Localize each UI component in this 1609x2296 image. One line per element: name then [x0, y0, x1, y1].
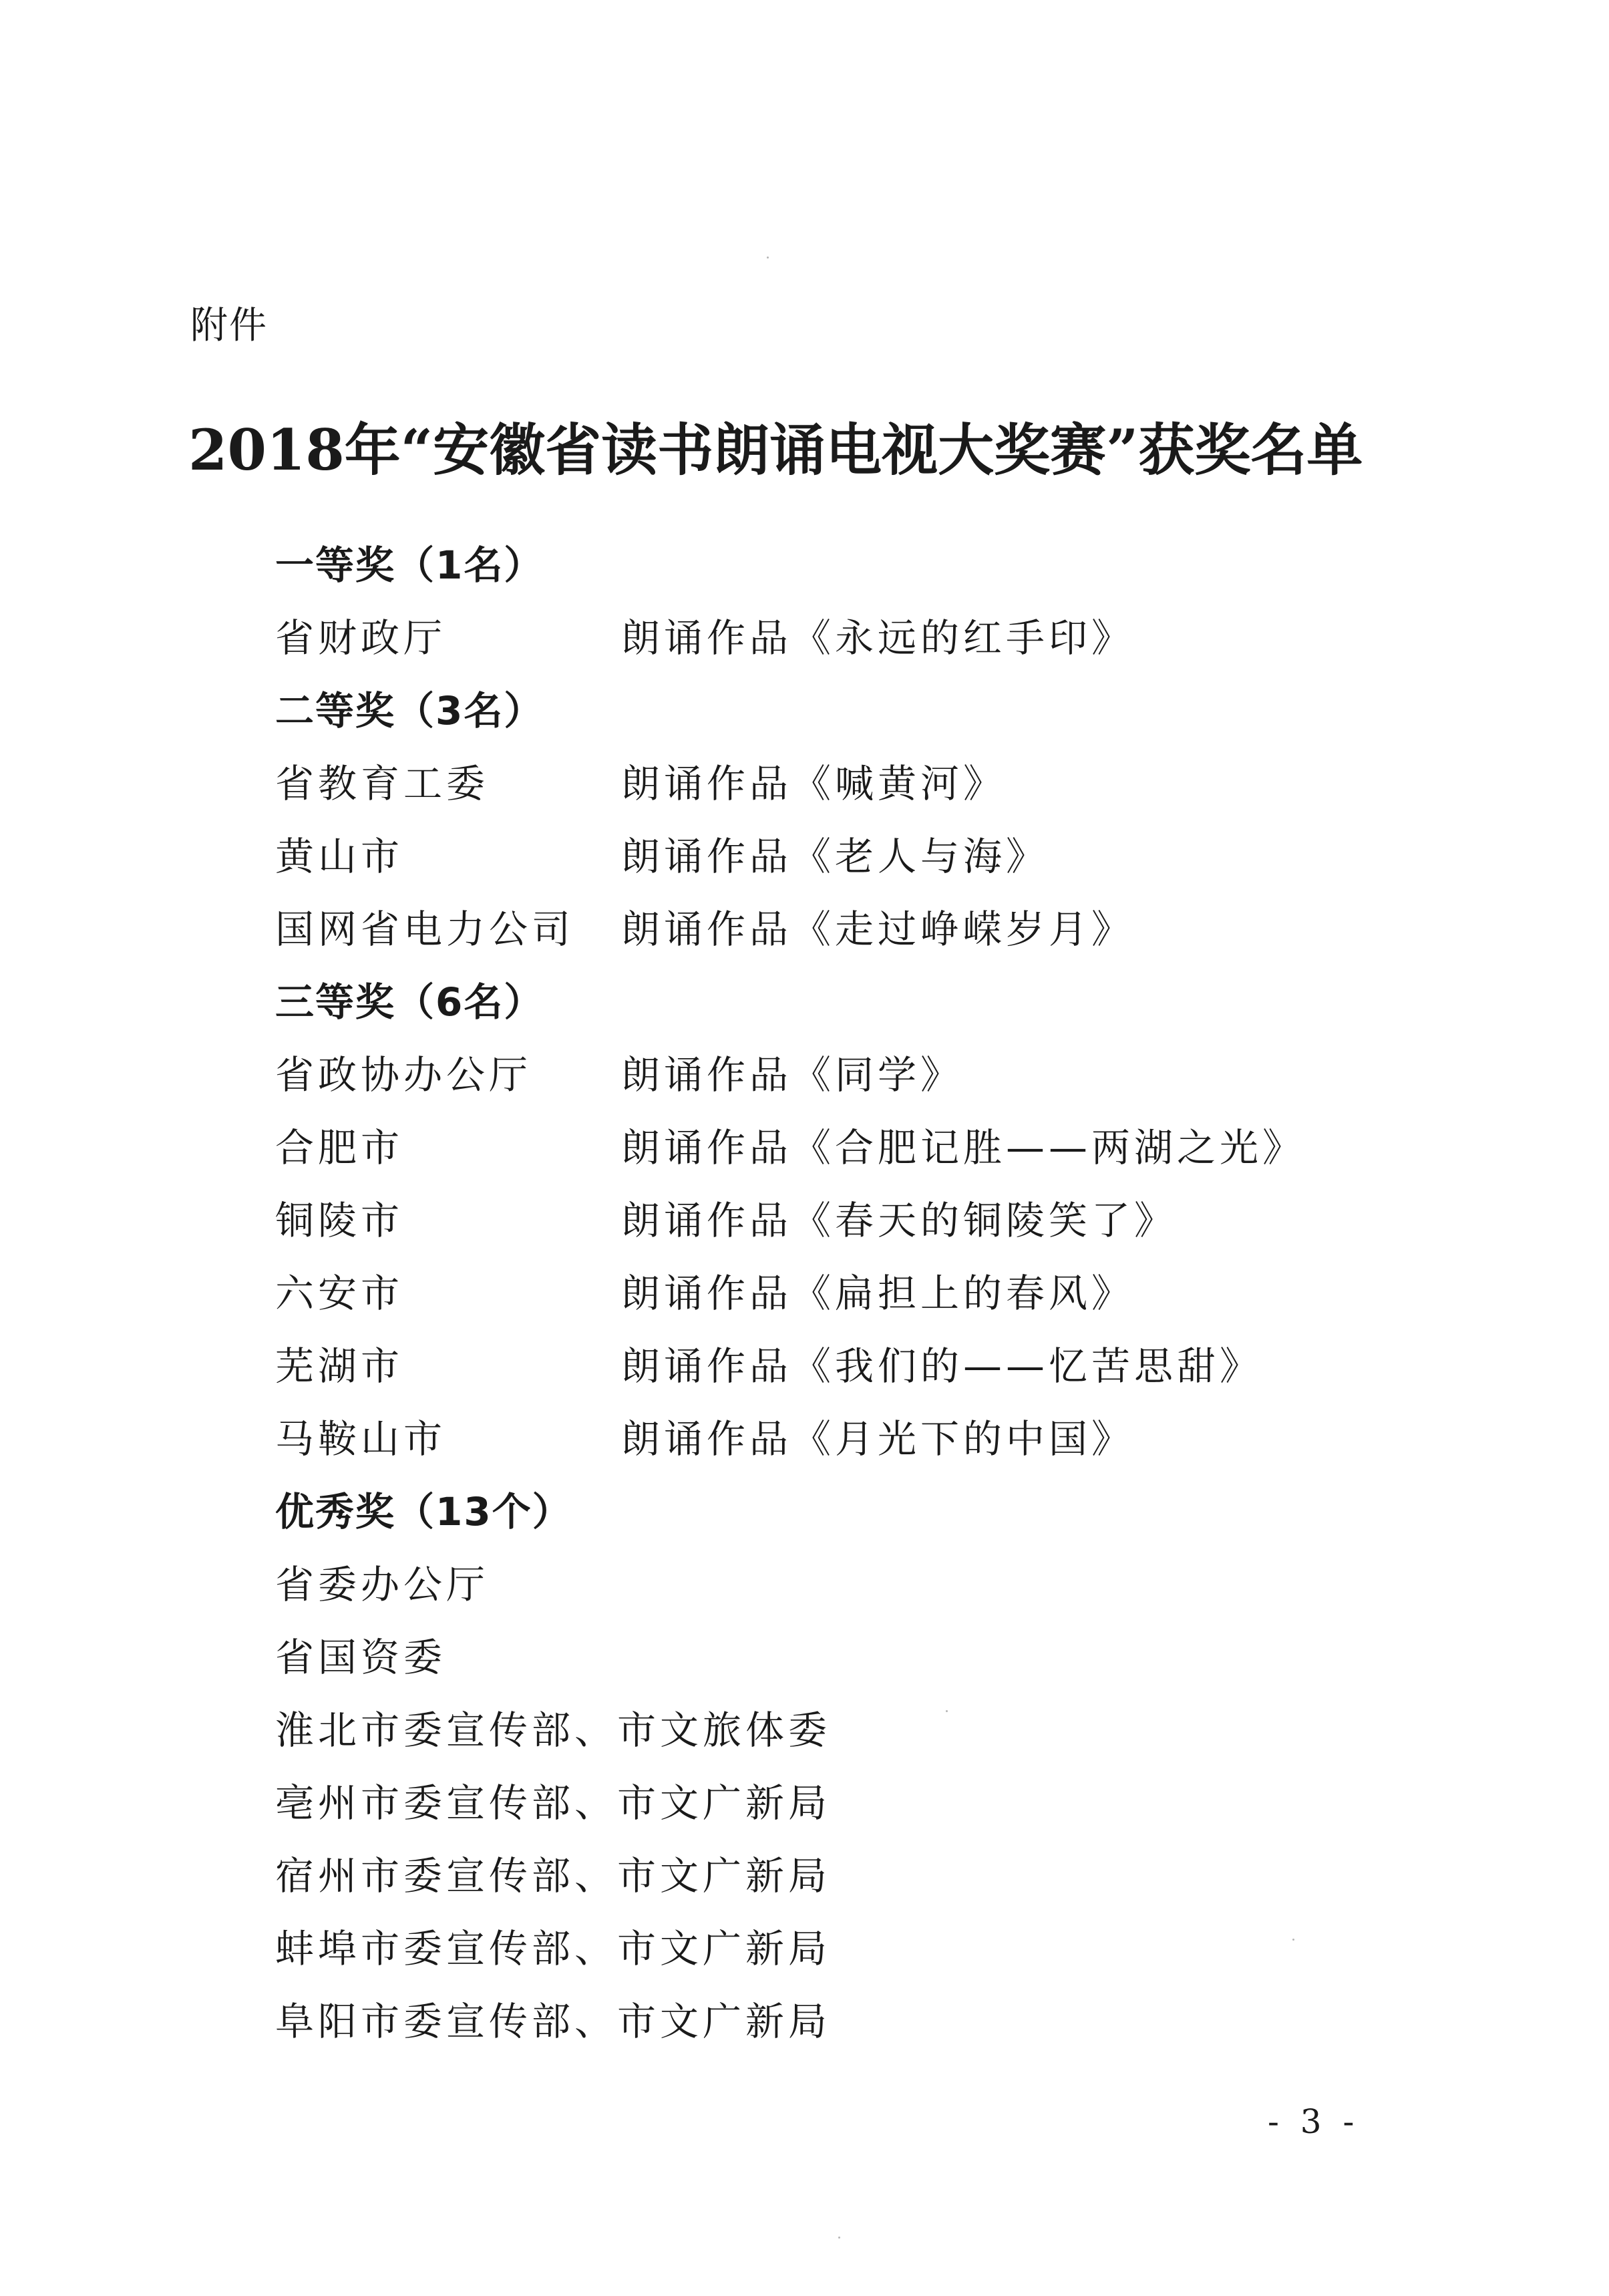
attachment-label: 附件: [190, 304, 268, 347]
award-entry: [275, 1257, 1451, 1330]
entry-unit: 六安市: [275, 1271, 404, 1316]
award-entry: [275, 893, 1451, 966]
entry-work: 朗诵作品《走过峥嵘岁月》: [621, 907, 1135, 952]
entry-unit: 芜湖市: [275, 1343, 404, 1389]
entry-unit: 省教育工委: [275, 761, 490, 806]
first-prize-heading: 一等奖（1名）: [275, 542, 544, 588]
entry-unit: 国网省电力公司: [275, 907, 575, 952]
excellence-entry: 蚌埠市委宣传部、市文广新局: [275, 1926, 832, 1971]
award-entry: [275, 602, 1451, 675]
entry-unit: 铜陵市: [275, 1198, 404, 1243]
entry-work: 朗诵作品《我们的——忆苦思甜》: [621, 1343, 1263, 1389]
award-entry: [275, 1403, 1451, 1476]
entry-work: 朗诵作品《月光下的中国》: [621, 1416, 1135, 1462]
second-prize-heading: 二等奖（3名）: [275, 688, 544, 733]
page-number: - 3 -: [1268, 2102, 1360, 2141]
scan-speck: [838, 2237, 840, 2239]
entry-work: 朗诵作品《老人与海》: [621, 834, 1049, 879]
excellence-entry: 阜阳市委宣传部、市文广新局: [275, 1999, 832, 2044]
entry-unit: 省政协办公厅: [275, 1052, 532, 1098]
entry-work: 朗诵作品《喊黄河》: [621, 761, 1007, 806]
entry-unit: 黄山市: [275, 834, 404, 879]
entry-work: 朗诵作品《合肥记胜——两湖之光》: [621, 1125, 1306, 1170]
entry-unit: 省财政厅: [275, 615, 447, 661]
excellence-entry: 淮北市委宣传部、市文旅体委: [275, 1707, 832, 1753]
document-title: 2018年“安徽省读书朗诵电视大奖赛”获奖名单: [188, 417, 1363, 483]
excellence-entry: 省国资委: [275, 1635, 447, 1680]
excellence-entry: 省委办公厅: [275, 1562, 490, 1607]
excellence-award-heading: 优秀奖（13个）: [275, 1489, 572, 1534]
entry-work: 朗诵作品《永远的红手印》: [621, 615, 1135, 661]
scan-speck: [767, 257, 769, 259]
scan-speck: [946, 1710, 948, 1712]
excellence-entry: 亳州市委宣传部、市文广新局: [275, 1780, 832, 1826]
award-entry: [275, 1112, 1451, 1184]
entry-work: 朗诵作品《春天的铜陵笑了》: [621, 1198, 1178, 1243]
entry-unit: 合肥市: [275, 1125, 404, 1170]
award-entry: [275, 1330, 1451, 1403]
award-entry: [275, 1039, 1451, 1112]
award-list: [275, 529, 1451, 2058]
award-entry: [275, 820, 1451, 893]
scan-speck: [1292, 1939, 1294, 1941]
excellence-entry: 宿州市委宣传部、市文广新局: [275, 1853, 832, 1899]
third-prize-heading: 三等奖（6名）: [275, 979, 544, 1025]
entry-work: 朗诵作品《扁担上的春风》: [621, 1271, 1135, 1316]
award-entry: [275, 748, 1451, 820]
entry-work: 朗诵作品《同学》: [621, 1052, 964, 1098]
award-entry: [275, 1184, 1451, 1257]
entry-unit: 马鞍山市: [275, 1416, 447, 1462]
